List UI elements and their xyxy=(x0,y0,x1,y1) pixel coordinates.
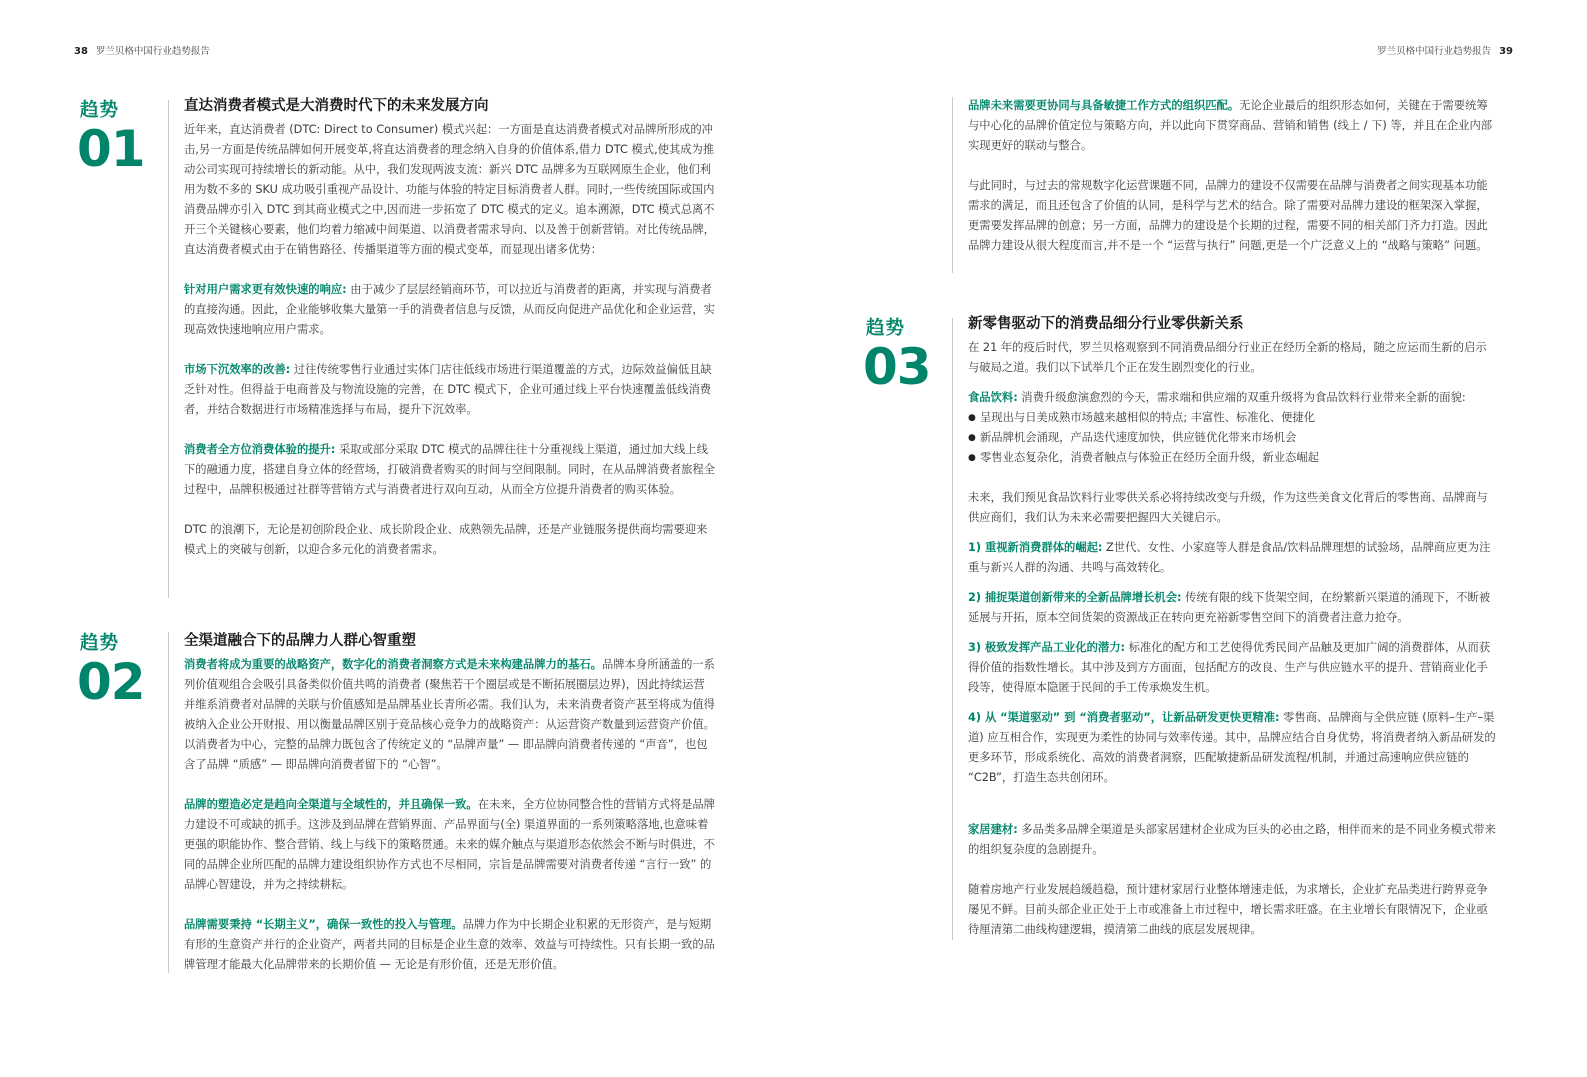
key-insight-1 xyxy=(968,538,1496,578)
trend-02-label xyxy=(77,629,145,711)
key-sentence: 3) 极致发挥产品工业化的潜力: xyxy=(968,641,1126,654)
key-sentence: 品牌的塑造必定是趋向全渠道与全域性的，并且确保一致。 xyxy=(184,798,478,811)
trend-01-intro: 近年来，直达消费者 (DTC: Direct to Consumer) 模式兴起：一方面是直达消费者模式对品牌所形成的冲击,另一方面是传统品牌如何开展变革,将直达消费者的理念纳入自身的价值体系,借力 DTC 模式,使其成为推动公司实现可持续增长的新动能。从中，我们发现两波支流：新兴 DTC 品牌多为互联网原生企业，他们利用为数不多的 SKU 成功吸引重视产品设计、功能与体验的特定目标消费者人群。同时,一些传统国际或国内消费品牌亦引入 DTC 到其商业模式之中,因而进一步拓宽了 DTC 模式的定义。追本溯源，DTC 模式总离不开三个关键核心要素，他们均着力缩减中间渠道、以消费者需求导向、以及善于创新营销。对比传统品牌，直达消费者模式由于在销售路径、传播渠道等方面的模式变革，而显现出诸多优势： xyxy=(184,123,715,256)
trend-02-continuation xyxy=(968,96,1496,256)
point-text: 采取或部分采取 DTC 模式的品牌往往十分重视线上渠道，通过加大线上线下的融通力度，搭建自身立体的经营场，打破消费者购买的时间与空间限制。同时，在从品牌消费者旅程全过程中，品牌积极通过社群等营销方式与消费者进行双向互动，从而全方位提升消费者的购买体验。 xyxy=(184,443,715,496)
key-sentence: 品牌未来需要更协同与具备敏捷工作方式的组织匹配。 xyxy=(968,99,1240,112)
key-insight-2 xyxy=(968,588,1496,628)
point-title: 市场下沉效率的改善: xyxy=(184,363,291,376)
trend-label-text: 趋势 xyxy=(80,100,120,121)
right-para-2: 与此同时，与过去的常规数字化运营课题不同，品牌力的建设不仅需要在品牌与消费者之间实现基本功能需求的满足，而且还包含了价值的认同，是科学与艺术的结合。除了需要对品牌力建设的框架深入掌握，更需要发挥品牌的创意；另一方面，品牌力的建设是个长期的过程，需要不同的相关部门齐力打造。因此品牌力建设从很大程度而言,并不是一个 “运营与执行” 问题,更是一个广泛意义上的 “战略与策略” 问题。 xyxy=(968,179,1488,252)
key-sentence: 消费者将成为重要的战略资产，数字化的消费者洞察方式是未来构建品牌力的基石。 xyxy=(184,658,602,671)
para-text: 在未来，全方位协同整合性的营销方式将是品牌力建设不可或缺的抓手。这涉及到品牌在营销界面、产品界面与(全) 渠道界面的一系列策略落地,也意味着更强的职能协作、整合营销、线上与线下的策略贯通。未来的媒介触点与渠道形态依然会不断与时俱进，不同的品牌企业所匹配的品牌力建设组织协作方式也不尽相同，宗旨是品牌需要对消费者传递 “言行一致” 的品牌心智建设，并为之持续耕耘。 xyxy=(184,798,715,891)
point-title: 针对用户需求更有效快速的响应: xyxy=(184,283,347,296)
trend-02-heading: 全渠道融合下的品牌力人群心智重塑 xyxy=(184,633,416,649)
page-header-right xyxy=(1377,43,1513,57)
page-header-left xyxy=(74,43,210,57)
trend-02-para-2 xyxy=(184,795,716,895)
key-insight-3 xyxy=(968,638,1496,698)
page-number-left: 38 xyxy=(74,46,88,57)
report-title-left: 罗兰贝格中国行业趋势报告 xyxy=(95,46,210,57)
divider-trend-02 xyxy=(168,632,169,973)
trend-number: 02 xyxy=(77,653,145,711)
key-sentence: 2) 捕捉渠道创新带来的全新品牌增长机会: xyxy=(968,591,1182,604)
key-sentence: 4) 从 “渠道驱动” 到 “消费者驱动”，让新品研发更快更精准: xyxy=(968,711,1280,724)
trend-01-section xyxy=(184,96,716,560)
para-text: 零售商、品牌商与全供应链 (原料–生产–渠道) 应互相合作，实现更为柔性的协同与效率传递。其中，品牌应结合自身优势，将消费者纳入新品研发的更多环节，形成系统化、高效的消费者洞察，匹配敏捷新品研发流程/机制，并通过高速响应供应链的 “C2B”，打造生态共创闭环。 xyxy=(968,711,1496,784)
trend-01-point-1 xyxy=(184,280,716,340)
food-beverage-para xyxy=(968,388,1496,408)
key-sentence: 1) 重视新消费群体的崛起: xyxy=(968,541,1103,554)
divider-trend-03 xyxy=(952,318,953,940)
trend-label-text: 趋势 xyxy=(80,633,120,654)
trend-01-point-3 xyxy=(184,440,716,500)
para-text: 传统有限的线下货架空间，在纷繁新兴渠道的涌现下，不断被延展与开拓，原本空间货架的资源战正在转向更充裕新零售空间下的消费者注意力抢夺。 xyxy=(968,591,1491,624)
point-text: 由于减少了层层经销商环节，可以拉近与消费者的距离，并实现与消费者的直接沟通。因此，企业能够收集大量第一手的消费者信息与反馈，从而反向促进产品优化和企业运营，实现高效快速地响应用户需求。 xyxy=(184,283,715,336)
trend-03-section xyxy=(968,314,1496,940)
trend-03-heading: 新零售驱动下的消费品细分行业零供新关系 xyxy=(968,316,1244,332)
list-item: ● 新品牌机会涌现，产品迭代速度加快，供应链优化带来市场机会 xyxy=(968,428,1496,448)
para-text: 消费升级愈演愈烈的今天，需求端和供应端的双重升级将为食品饮料行业带来全新的面貌: xyxy=(1017,391,1466,404)
trend-number: 01 xyxy=(77,120,145,178)
para-text: Z世代、女性、小家庭等人群是食品/饮料品牌理想的试验场，品牌商应更为注重与新兴人群的沟通、共鸣与高效转化。 xyxy=(968,541,1491,574)
list-item: ● 呈现出与日美成熟市场越来越相似的特点; 丰富性、标准化、便捷化 xyxy=(968,408,1496,428)
trend-02-section xyxy=(184,631,716,975)
trend-02-para-3 xyxy=(184,915,716,975)
trend-label-text: 趋势 xyxy=(866,318,906,339)
key-insight-4 xyxy=(968,708,1496,788)
trend-02-para-1 xyxy=(184,655,716,775)
trend-01-label xyxy=(77,96,145,178)
point-title: 消费者全方位消费体验的提升: xyxy=(184,443,336,456)
food-bullet-list xyxy=(968,408,1496,468)
divider-right-top xyxy=(952,97,953,273)
key-sentence: 食品饮料: xyxy=(968,391,1018,404)
home-building-para-2: 随着房地产行业发展趋缓趋稳，预计建材家居行业整体增速走低，为求增长，企业扩充品类进行跨界竞争屡见不鲜。目前头部企业正处于上市或准备上市过程中，增长需求旺盛。在主业增长有限情况下，企业亟待厘清第二曲线构建逻辑，摸清第二曲线的底层发展规律。 xyxy=(968,883,1488,936)
point-text: 过往传统零售行业通过实体门店往低线市场进行渠道覆盖的方式，边际效益偏低且缺乏针对性。但得益于电商普及与物流设施的完善，在 DTC 模式下，企业可通过线上平台快速覆盖低线消费者，并结合数据进行市场精准选择与布局，提升下沉效率。 xyxy=(184,363,712,416)
para-text: 标准化的配方和工艺使得优秀民间产品触及更加广阔的消费群体，从而获得价值的指数性增长。其中涉及到方方面面，包括配方的改良、生产与供应链水平的提升、营销商业化手段等，使得原本隐匿于民间的手工传承焕发生机。 xyxy=(968,641,1491,694)
trend-01-point-2 xyxy=(184,360,716,420)
trend-01-conclusion: DTC 的浪潮下，无论是初创阶段企业、成长阶段企业、成熟领先品牌，还是产业链服务提供商均需要迎来模式上的突破与创新，以迎合多元化的消费者需求。 xyxy=(184,523,708,556)
key-sentence: 品牌需要秉持 “长期主义”，确保一致性的投入与管理。 xyxy=(184,918,463,931)
trend-03-intro: 在 21 年的疫后时代，罗兰贝格观察到不同消费品细分行业正在经历全新的格局，随之应运而生新的启示与破局之道。我们以下试举几个正在发生剧烈变化的行业。 xyxy=(968,341,1487,374)
home-building-para xyxy=(968,820,1496,860)
trend-01-heading: 直达消费者模式是大消费时代下的未来发展方向 xyxy=(184,98,489,114)
trend-number: 03 xyxy=(863,338,931,396)
right-para-1 xyxy=(968,96,1496,156)
report-title-right: 罗兰贝格中国行业趋势报告 xyxy=(1377,46,1492,57)
trend-03-label xyxy=(863,314,931,396)
key-sentence: 家居建材: xyxy=(968,823,1018,836)
para-text: 品牌本身所涵盖的一系列价值观组合会吸引具备类似价值共鸣的消费者 (聚焦若干个圈层或是不断拓展圈层边界)，因此持续运营并维系消费者对品牌的关联与价值感知是品牌基业长青所必需。我们认为，未来消费者资产甚至将成为值得被纳入企业公开财报、用以衡量品牌区别于竞品核心竞争力的战略资产：从运营资产数量到运营资产价值。以消费者为中心，完整的品牌力既包含了传统定义的 “品牌声量” — 即品牌向消费者传递的 “声音”，也包含了品牌 “质感” — 即品牌向消费者留下的 “心智”。 xyxy=(184,658,715,771)
para-text: 品牌力作为中长期企业积累的无形资产，是与短期有形的生意资产并行的企业资产，两者共同的目标是企业生意的效率、效益与可持续性。只有长期一致的品牌管理才能最大化品牌带来的长期价值 — 无论是有形价值，还是无形价值。 xyxy=(184,918,715,971)
divider-trend-01 xyxy=(168,100,169,598)
para-text: 多品类多品牌全渠道是头部家居建材企业成为巨头的必由之路，相伴而来的是不同业务模式带来的组织复杂度的急剧提升。 xyxy=(968,823,1496,856)
page-number-right: 39 xyxy=(1499,46,1513,57)
future-para: 未来，我们预见食品饮料行业零供关系必将持续改变与升级，作为这些美食文化背后的零售商、品牌商与供应商们，我们认为未来必需要把握四大关键启示。 xyxy=(968,491,1488,524)
list-item: ● 零售业态复杂化，消费者触点与体验正在经历全面升级，新业态崛起 xyxy=(968,448,1496,468)
para-text: 无论企业最后的组织形态如何，关键在于需要统筹与中心化的品牌价值定位与策略方向，并以此向下贯穿商品、营销和销售 (线上 / 下) 等，并且在企业内部实现更好的联动与整合。 xyxy=(968,99,1493,152)
